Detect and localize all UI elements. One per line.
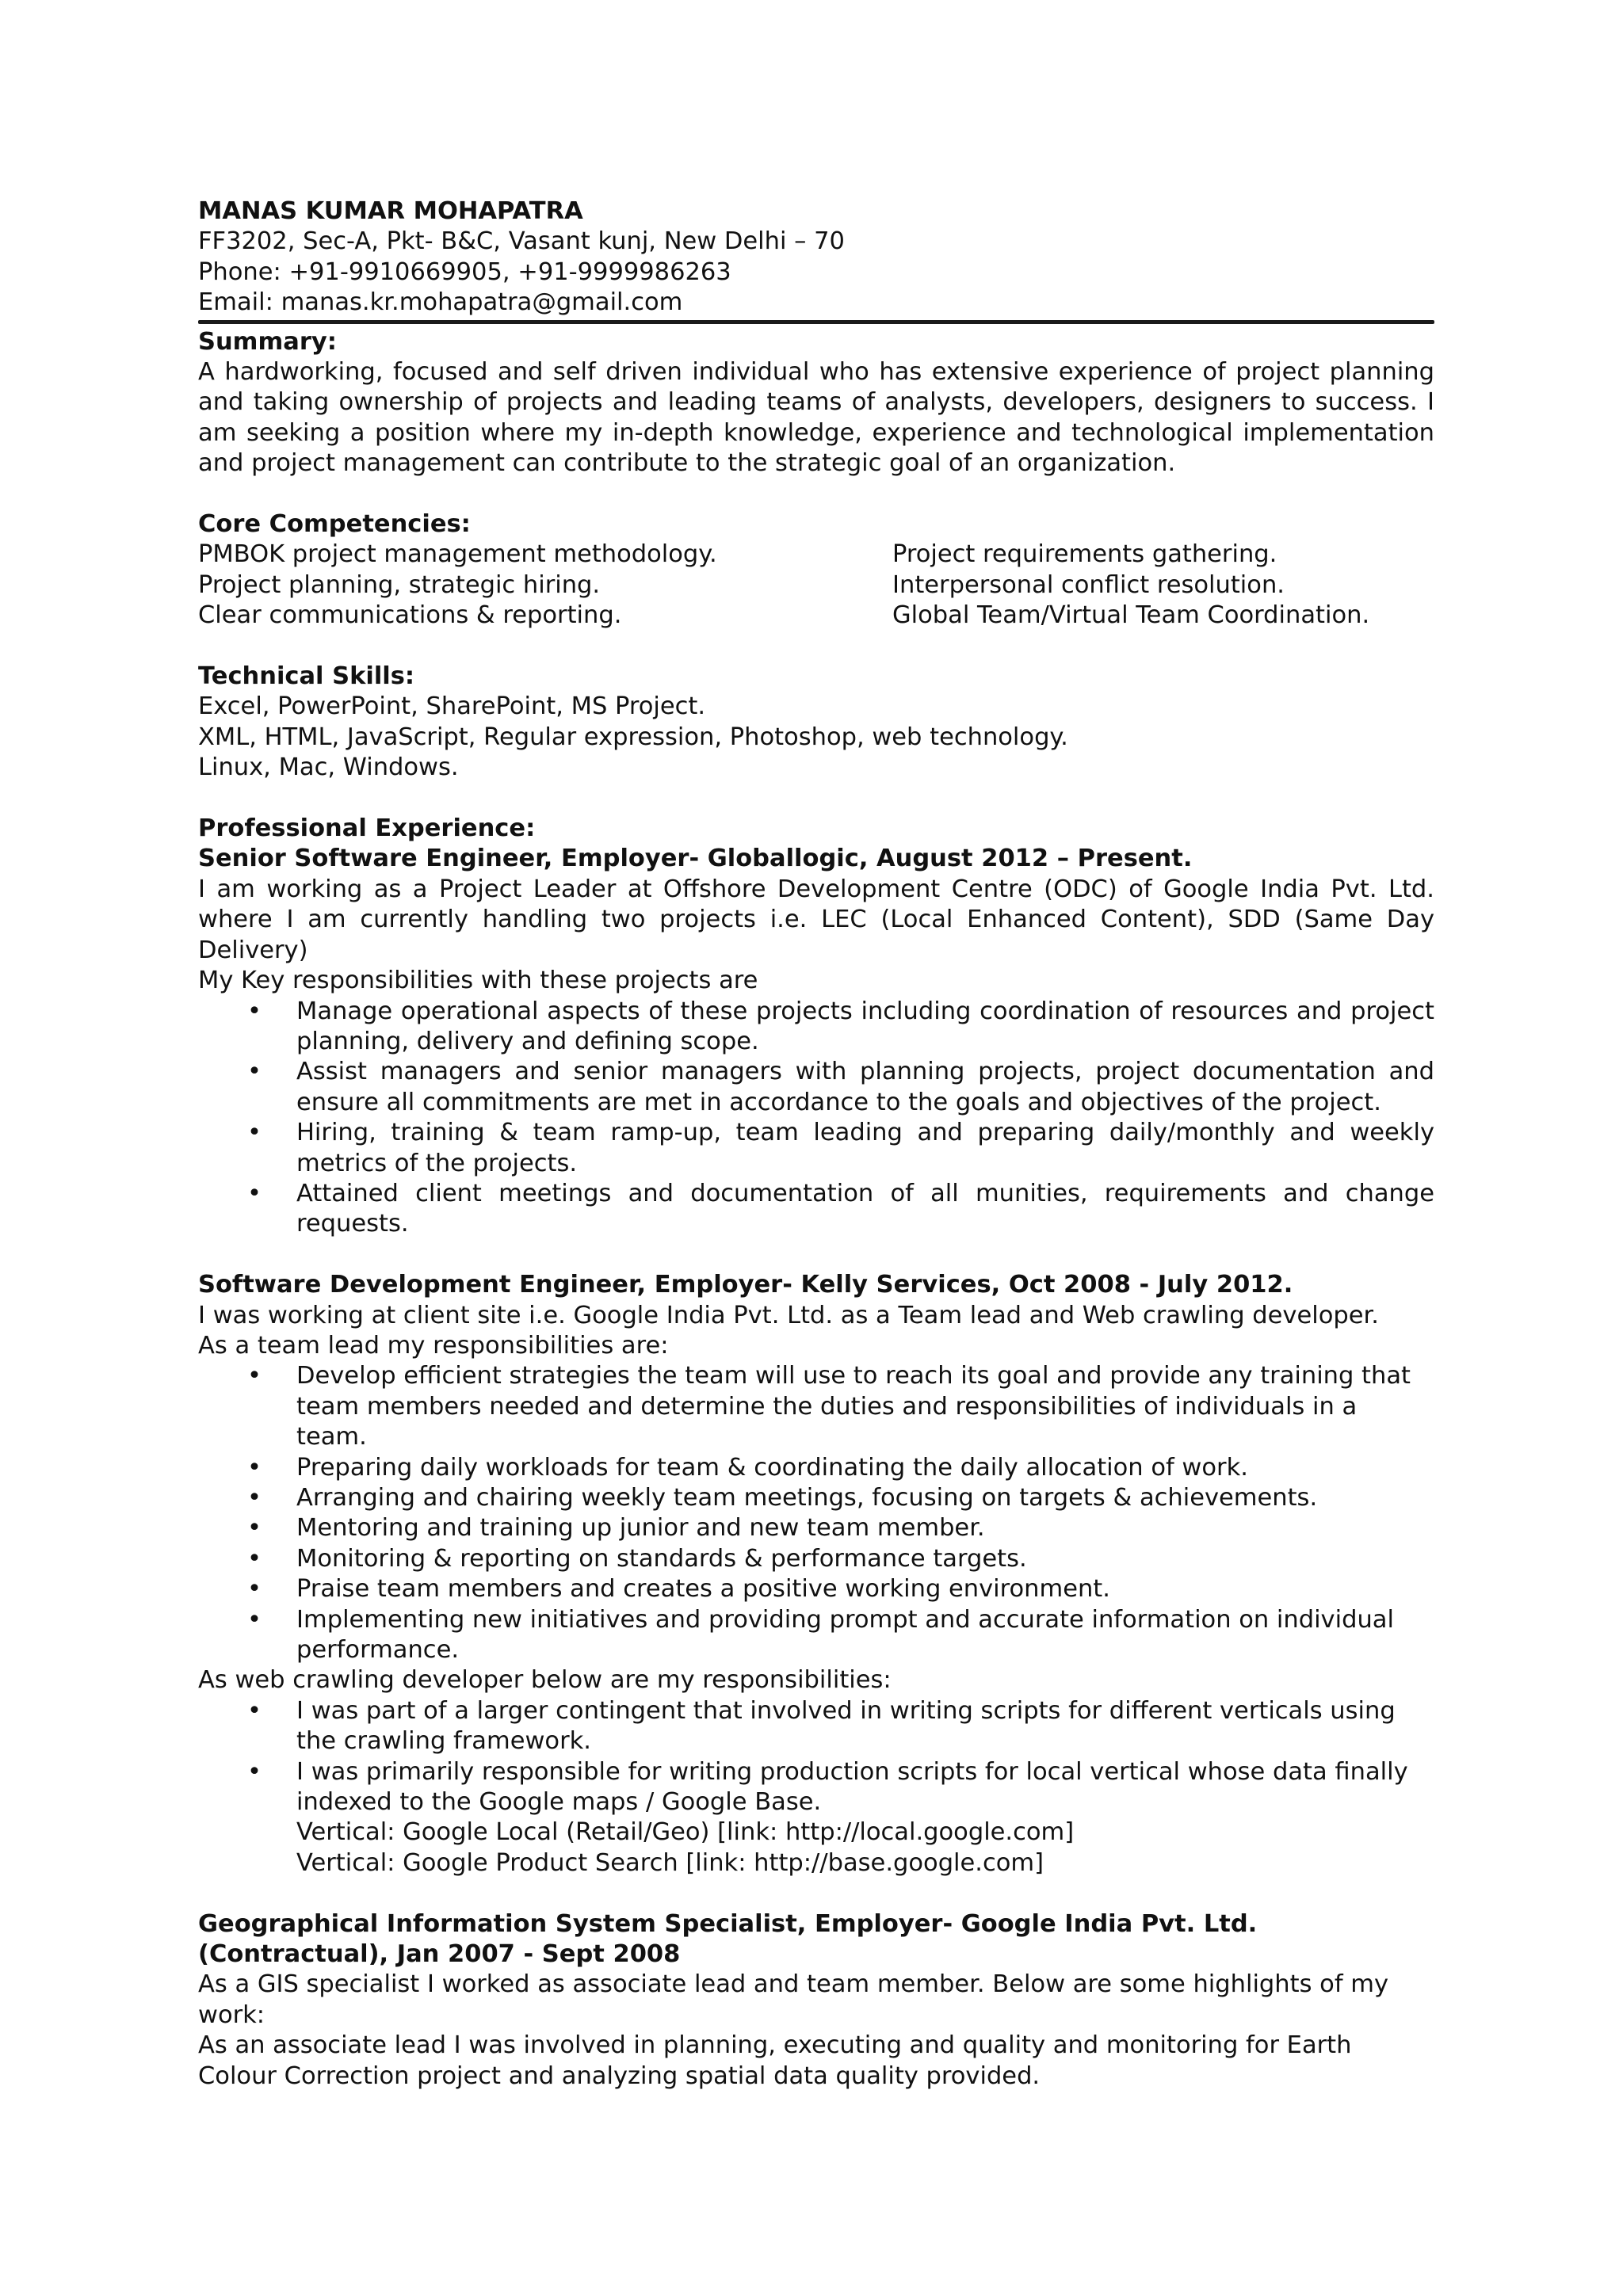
list-item: • Attained client meetings and documentation of all munities, requirements and change requests. <box>198 1179 1434 1240</box>
competency-item: Project requirements gathering. <box>892 540 1277 569</box>
job-paragraph: As a GIS specialist I worked as associate lead and team member. Below are some highlights of my work: <box>198 1970 1389 2029</box>
job-intro: I was working at client site i.e. Google India Pvt. Ltd. as a Team lead and Web crawling developer. <box>198 1301 1379 1329</box>
spacer <box>198 631 1434 662</box>
job-lead-in: As a team lead my responsibilities are: <box>198 1331 669 1360</box>
competency-item: PMBOK project management methodology. <box>198 540 717 569</box>
spacer <box>198 479 1434 509</box>
competency-item: Interpersonal conflict resolution. <box>892 570 1285 599</box>
competency-row <box>198 601 1434 631</box>
technical-line: Excel, PowerPoint, SharePoint, MS Project. <box>198 692 706 721</box>
job-paragraph: As an associate lead I was involved in planning, executing and quality and monitoring for Earth Colour Correction project and analyzing spatial data quality provided. <box>198 2031 1352 2090</box>
job-title: Software Development Engineer, Employer- Kelly Services, Oct 2008 - July 2012. <box>198 1271 1293 1299</box>
responsibility-list <box>198 1696 1434 1818</box>
address-line: FF3202, Sec-A, Pkt- B&C, Vasant kunj, New Delhi – 70 <box>198 227 845 256</box>
responsibility-list <box>198 997 1434 1240</box>
list-item: • Implementing new initiatives and providing prompt and accurate information on individual performance. <box>198 1605 1434 1666</box>
competency-row <box>198 540 1434 570</box>
spacer <box>198 784 1434 814</box>
list-item: • Arranging and chairing weekly team meetings, focusing on targets & achievements. <box>198 1483 1434 1513</box>
list-item: • Preparing daily workloads for team & coordinating the daily allocation of work. <box>198 1453 1434 1483</box>
competencies-title: Core Competencies: <box>198 510 471 539</box>
list-item: • Monitoring & reporting on standards & performance targets. <box>198 1544 1434 1574</box>
job-title: Senior Software Engineer, Employer- Globallogic, August 2012 – Present. <box>198 845 1193 873</box>
list-item: • Assist managers and senior managers with planning projects, project documentation and ensure all commitments are met in accordance to the goals and objectives of the project. <box>198 1057 1434 1118</box>
job-intro: I am working as a Project Leader at Offshore Development Centre (ODC) of Google India Pvt. Ltd. where I am currently handling two projects i.e. LEC (Local Enhanced Content), SDD (Same Day Delivery) <box>198 875 1434 964</box>
header-divider <box>198 320 1434 324</box>
resume-page <box>198 196 1434 2092</box>
summary-title: Summary: <box>198 327 337 356</box>
technical-line: Linux, Mac, Windows. <box>198 753 459 782</box>
list-item: • Manage operational aspects of these projects including coordination of resources and project planning, delivery and defining scope. <box>198 997 1434 1058</box>
job-title: Geographical Information System Specialist, Employer- Google India Pvt. Ltd. <box>198 1909 1258 1938</box>
list-item: • I was part of a larger contingent that involved in writing scripts for different verticals using the crawling framework. <box>198 1696 1434 1757</box>
vertical-line: Vertical: Google Product Search [link: http://base.google.com] <box>296 1848 1044 1877</box>
competency-item: Project planning, strategic hiring. <box>198 570 601 599</box>
vertical-line: Vertical: Google Local (Retail/Geo) [link: http://local.google.com] <box>296 1818 1075 1847</box>
competency-row <box>198 570 1434 601</box>
phone-line: Phone: +91-9910669905, +91-9999986263 <box>198 257 731 286</box>
list-item: • Develop efficient strategies the team will use to reach its goal and provide any training that team members needed and determine the duties and responsibilities of individuals in a team. <box>198 1361 1434 1452</box>
list-item: • I was primarily responsible for writing production scripts for local vertical whose data finally indexed to the Google maps / Google Base. <box>198 1757 1434 1818</box>
list-item: • Mentoring and training up junior and new team member. <box>198 1513 1434 1543</box>
competency-item: Clear communications & reporting. <box>198 601 622 630</box>
job-lead-in: As web crawling developer below are my responsibilities: <box>198 1666 892 1695</box>
spacer <box>198 1240 1434 1270</box>
email-line: Email: manas.kr.mohapatra@gmail.com <box>198 288 683 317</box>
technical-title: Technical Skills: <box>198 662 415 691</box>
summary-text: A hardworking, focused and self driven individual who has extensive experience of project planning and taking ownership of projects and leading teams of analysts, developers, designers to success. I am seeking a position where my in-depth knowledge, experience and technological implementation and project management can contribute to the strategic goal of an organization. <box>198 358 1434 478</box>
list-item: • Hiring, training & team ramp-up, team leading and preparing daily/monthly and weekly metrics of the projects. <box>198 1118 1434 1179</box>
competency-item: Global Team/Virtual Team Coordination. <box>892 601 1370 630</box>
job-title-continued: (Contractual), Jan 2007 - Sept 2008 <box>198 1940 681 1969</box>
responsibility-list <box>198 1361 1434 1665</box>
experience-title: Professional Experience: <box>198 814 536 843</box>
spacer <box>198 1878 1434 1909</box>
job-lead-in: My Key responsibilities with these projects are <box>198 967 758 995</box>
candidate-name: MANAS KUMAR MOHAPATRA <box>198 197 583 225</box>
list-item: • Praise team members and creates a positive working environment. <box>198 1574 1434 1604</box>
technical-line: XML, HTML, JavaScript, Regular expression, Photoshop, web technology. <box>198 723 1068 751</box>
